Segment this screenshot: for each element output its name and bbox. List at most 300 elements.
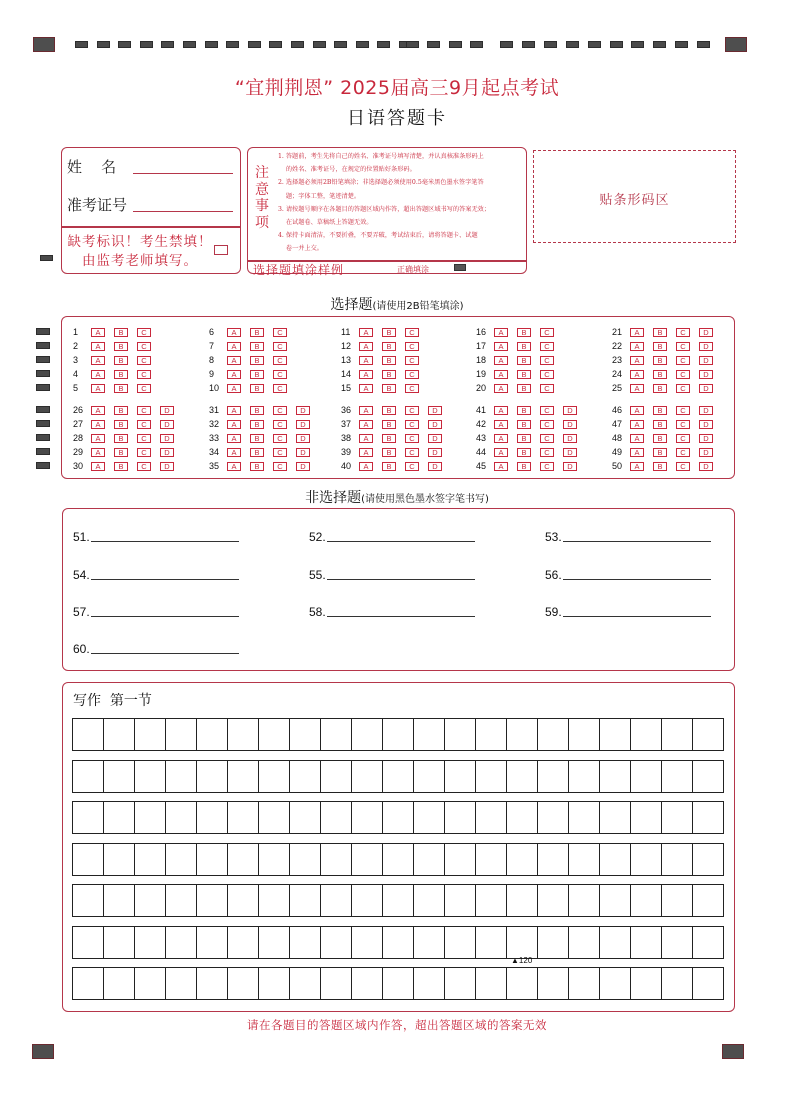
- option-bubble-c[interactable]: C: [273, 448, 287, 457]
- option-bubble-a[interactable]: A: [494, 356, 508, 365]
- option-bubble-c[interactable]: C: [137, 370, 151, 379]
- writing-grid-cell[interactable]: [352, 761, 383, 792]
- option-bubble-b[interactable]: B: [517, 384, 531, 393]
- option-bubble-d[interactable]: D: [699, 370, 713, 379]
- writing-grid-cell[interactable]: [414, 927, 445, 958]
- writing-grid-cell[interactable]: [507, 844, 538, 875]
- writing-grid-cell[interactable]: [321, 719, 352, 750]
- writing-grid-cell[interactable]: [352, 885, 383, 916]
- writing-grid-cell[interactable]: [290, 885, 321, 916]
- option-bubble-b[interactable]: B: [250, 462, 264, 471]
- writing-grid-cell[interactable]: [414, 968, 445, 999]
- option-bubble-a[interactable]: A: [91, 420, 105, 429]
- writing-grid-cell[interactable]: [445, 844, 476, 875]
- option-bubble-d[interactable]: D: [296, 420, 310, 429]
- option-bubble-a[interactable]: A: [227, 434, 241, 443]
- writing-grid-cell[interactable]: [631, 927, 662, 958]
- option-bubble-d[interactable]: D: [699, 406, 713, 415]
- option-bubble-d[interactable]: D: [296, 462, 310, 471]
- option-bubble-c[interactable]: C: [137, 384, 151, 393]
- option-bubble-b[interactable]: B: [653, 434, 667, 443]
- writing-grid-cell[interactable]: [321, 968, 352, 999]
- option-bubble-a[interactable]: A: [494, 370, 508, 379]
- writing-grid-cell[interactable]: [383, 719, 414, 750]
- writing-grid-cell[interactable]: [197, 968, 228, 999]
- writing-grid-cell[interactable]: [104, 844, 135, 875]
- writing-grid-cell[interactable]: [166, 968, 197, 999]
- option-bubble-a[interactable]: A: [91, 342, 105, 351]
- writing-grid-cell[interactable]: [507, 802, 538, 833]
- absent-checkbox[interactable]: [214, 245, 228, 255]
- option-bubble-b[interactable]: B: [653, 356, 667, 365]
- writing-grid-cell[interactable]: [228, 927, 259, 958]
- option-bubble-d[interactable]: D: [699, 448, 713, 457]
- writing-grid-cell[interactable]: [104, 802, 135, 833]
- option-bubble-c[interactable]: C: [676, 370, 690, 379]
- writing-grid-cell[interactable]: [321, 761, 352, 792]
- writing-grid-cell[interactable]: [73, 927, 104, 958]
- writing-grid-cell[interactable]: [662, 719, 693, 750]
- option-bubble-c[interactable]: C: [405, 370, 419, 379]
- writing-grid-cell[interactable]: [166, 761, 197, 792]
- option-bubble-b[interactable]: B: [382, 462, 396, 471]
- option-bubble-b[interactable]: B: [382, 356, 396, 365]
- writing-grid-cell[interactable]: [569, 968, 600, 999]
- option-bubble-a[interactable]: A: [494, 462, 508, 471]
- writing-grid-cell[interactable]: [600, 968, 631, 999]
- option-bubble-a[interactable]: A: [227, 356, 241, 365]
- writing-grid-cell[interactable]: [228, 802, 259, 833]
- writing-grid-cell[interactable]: [445, 802, 476, 833]
- writing-grid-cell[interactable]: [476, 761, 507, 792]
- option-bubble-a[interactable]: A: [227, 384, 241, 393]
- option-bubble-c[interactable]: C: [405, 420, 419, 429]
- writing-grid-cell[interactable]: [569, 761, 600, 792]
- option-bubble-c[interactable]: C: [405, 434, 419, 443]
- option-bubble-b[interactable]: B: [250, 328, 264, 337]
- option-bubble-a[interactable]: A: [359, 328, 373, 337]
- writing-grid-cell[interactable]: [476, 885, 507, 916]
- writing-grid-cell[interactable]: [321, 844, 352, 875]
- option-bubble-b[interactable]: B: [382, 406, 396, 415]
- writing-grid-cell[interactable]: [445, 927, 476, 958]
- option-bubble-c[interactable]: C: [676, 448, 690, 457]
- option-bubble-c[interactable]: C: [676, 384, 690, 393]
- writing-grid-cell[interactable]: [507, 719, 538, 750]
- option-bubble-a[interactable]: A: [630, 384, 644, 393]
- writing-grid-cell[interactable]: [352, 968, 383, 999]
- option-bubble-d[interactable]: D: [699, 342, 713, 351]
- writing-grid-cell[interactable]: [693, 927, 724, 958]
- writing-grid-cell[interactable]: [135, 968, 166, 999]
- writing-grid-cell[interactable]: [321, 927, 352, 958]
- writing-grid-cell[interactable]: [414, 885, 445, 916]
- option-bubble-c[interactable]: C: [273, 462, 287, 471]
- writing-grid-cell[interactable]: [538, 802, 569, 833]
- option-bubble-a[interactable]: A: [630, 462, 644, 471]
- writing-grid-cell[interactable]: [383, 844, 414, 875]
- writing-grid-cell[interactable]: [197, 802, 228, 833]
- option-bubble-c[interactable]: C: [137, 328, 151, 337]
- option-bubble-c[interactable]: C: [405, 342, 419, 351]
- writing-grid-cell[interactable]: [414, 719, 445, 750]
- option-bubble-c[interactable]: C: [273, 420, 287, 429]
- writing-grid-cell[interactable]: [383, 885, 414, 916]
- option-bubble-c[interactable]: C: [273, 342, 287, 351]
- option-bubble-d[interactable]: D: [428, 462, 442, 471]
- option-bubble-b[interactable]: B: [517, 328, 531, 337]
- option-bubble-b[interactable]: B: [517, 462, 531, 471]
- option-bubble-d[interactable]: D: [160, 448, 174, 457]
- answer-line[interactable]: [563, 541, 711, 542]
- option-bubble-a[interactable]: A: [91, 328, 105, 337]
- writing-grid-cell[interactable]: [73, 885, 104, 916]
- option-bubble-c[interactable]: C: [540, 384, 554, 393]
- option-bubble-a[interactable]: A: [227, 448, 241, 457]
- option-bubble-a[interactable]: A: [359, 342, 373, 351]
- option-bubble-b[interactable]: B: [114, 328, 128, 337]
- option-bubble-c[interactable]: C: [405, 406, 419, 415]
- writing-grid-cell[interactable]: [693, 968, 724, 999]
- writing-grid-cell[interactable]: [197, 927, 228, 958]
- option-bubble-d[interactable]: D: [160, 434, 174, 443]
- writing-grid-cell[interactable]: [321, 802, 352, 833]
- writing-grid-cell[interactable]: [166, 885, 197, 916]
- option-bubble-d[interactable]: D: [563, 434, 577, 443]
- option-bubble-b[interactable]: B: [114, 384, 128, 393]
- option-bubble-c[interactable]: C: [137, 448, 151, 457]
- option-bubble-b[interactable]: B: [653, 384, 667, 393]
- writing-grid-cell[interactable]: [569, 719, 600, 750]
- writing-grid-cell[interactable]: [228, 885, 259, 916]
- option-bubble-a[interactable]: A: [359, 420, 373, 429]
- writing-grid-cell[interactable]: [631, 885, 662, 916]
- option-bubble-a[interactable]: A: [91, 406, 105, 415]
- option-bubble-a[interactable]: A: [359, 370, 373, 379]
- option-bubble-c[interactable]: C: [540, 434, 554, 443]
- option-bubble-a[interactable]: A: [494, 434, 508, 443]
- option-bubble-b[interactable]: B: [250, 384, 264, 393]
- option-bubble-a[interactable]: A: [359, 462, 373, 471]
- writing-grid-cell[interactable]: [569, 844, 600, 875]
- writing-grid-cell[interactable]: [228, 968, 259, 999]
- option-bubble-b[interactable]: B: [653, 462, 667, 471]
- writing-grid-cell[interactable]: [135, 927, 166, 958]
- option-bubble-d[interactable]: D: [428, 406, 442, 415]
- writing-grid-cell[interactable]: [445, 885, 476, 916]
- writing-grid-cell[interactable]: [259, 844, 290, 875]
- option-bubble-d[interactable]: D: [563, 406, 577, 415]
- writing-grid-cell[interactable]: [662, 844, 693, 875]
- writing-grid-cell[interactable]: [600, 719, 631, 750]
- writing-grid-cell[interactable]: [662, 968, 693, 999]
- option-bubble-c[interactable]: C: [137, 420, 151, 429]
- option-bubble-b[interactable]: B: [114, 462, 128, 471]
- option-bubble-a[interactable]: A: [494, 384, 508, 393]
- writing-grid-cell[interactable]: [259, 927, 290, 958]
- option-bubble-b[interactable]: B: [517, 356, 531, 365]
- writing-grid-cell[interactable]: [135, 802, 166, 833]
- option-bubble-c[interactable]: C: [273, 406, 287, 415]
- writing-grid-cell[interactable]: [166, 927, 197, 958]
- option-bubble-b[interactable]: B: [382, 384, 396, 393]
- writing-grid-cell[interactable]: [290, 802, 321, 833]
- writing-grid-cell[interactable]: [290, 968, 321, 999]
- option-bubble-d[interactable]: D: [428, 448, 442, 457]
- writing-grid-cell[interactable]: [228, 844, 259, 875]
- option-bubble-c[interactable]: C: [273, 328, 287, 337]
- option-bubble-b[interactable]: B: [114, 370, 128, 379]
- option-bubble-a[interactable]: A: [359, 434, 373, 443]
- writing-grid-cell[interactable]: [538, 844, 569, 875]
- writing-grid-cell[interactable]: [352, 802, 383, 833]
- option-bubble-d[interactable]: D: [160, 462, 174, 471]
- option-bubble-a[interactable]: A: [227, 370, 241, 379]
- writing-grid-cell[interactable]: [383, 761, 414, 792]
- writing-grid-cell[interactable]: [476, 927, 507, 958]
- option-bubble-c[interactable]: C: [540, 462, 554, 471]
- writing-grid-cell[interactable]: [445, 968, 476, 999]
- writing-grid-cell[interactable]: [600, 802, 631, 833]
- option-bubble-c[interactable]: C: [405, 448, 419, 457]
- option-bubble-a[interactable]: A: [630, 448, 644, 457]
- option-bubble-d[interactable]: D: [699, 434, 713, 443]
- answer-line[interactable]: [327, 541, 475, 542]
- option-bubble-d[interactable]: D: [160, 406, 174, 415]
- option-bubble-c[interactable]: C: [540, 342, 554, 351]
- writing-grid-cell[interactable]: [662, 761, 693, 792]
- writing-grid-cell[interactable]: [414, 844, 445, 875]
- writing-grid-cell[interactable]: [383, 927, 414, 958]
- option-bubble-d[interactable]: D: [296, 448, 310, 457]
- writing-grid-cell[interactable]: [197, 885, 228, 916]
- answer-line[interactable]: [91, 616, 239, 617]
- option-bubble-b[interactable]: B: [382, 420, 396, 429]
- option-bubble-b[interactable]: B: [517, 370, 531, 379]
- option-bubble-c[interactable]: C: [540, 370, 554, 379]
- option-bubble-b[interactable]: B: [250, 448, 264, 457]
- option-bubble-a[interactable]: A: [227, 420, 241, 429]
- writing-grid-cell[interactable]: [197, 719, 228, 750]
- writing-grid-cell[interactable]: [104, 968, 135, 999]
- writing-grid-cell[interactable]: [352, 927, 383, 958]
- writing-grid-cell[interactable]: [538, 927, 569, 958]
- option-bubble-b[interactable]: B: [517, 406, 531, 415]
- writing-grid-cell[interactable]: [476, 844, 507, 875]
- option-bubble-d[interactable]: D: [428, 434, 442, 443]
- option-bubble-b[interactable]: B: [653, 328, 667, 337]
- writing-grid-cell[interactable]: [693, 761, 724, 792]
- option-bubble-c[interactable]: C: [137, 356, 151, 365]
- option-bubble-c[interactable]: C: [676, 406, 690, 415]
- option-bubble-b[interactable]: B: [517, 448, 531, 457]
- writing-grid-cell[interactable]: [104, 885, 135, 916]
- option-bubble-c[interactable]: C: [273, 384, 287, 393]
- option-bubble-b[interactable]: B: [114, 356, 128, 365]
- option-bubble-c[interactable]: C: [137, 342, 151, 351]
- option-bubble-c[interactable]: C: [273, 356, 287, 365]
- writing-grid-cell[interactable]: [104, 761, 135, 792]
- option-bubble-a[interactable]: A: [91, 448, 105, 457]
- writing-grid-cell[interactable]: [135, 844, 166, 875]
- option-bubble-b[interactable]: B: [250, 342, 264, 351]
- option-bubble-c[interactable]: C: [540, 448, 554, 457]
- option-bubble-a[interactable]: A: [359, 406, 373, 415]
- option-bubble-b[interactable]: B: [250, 434, 264, 443]
- option-bubble-b[interactable]: B: [114, 448, 128, 457]
- writing-grid-cell[interactable]: [538, 885, 569, 916]
- answer-line[interactable]: [91, 579, 239, 580]
- writing-grid-cell[interactable]: [631, 802, 662, 833]
- option-bubble-c[interactable]: C: [405, 328, 419, 337]
- writing-grid-cell[interactable]: [445, 719, 476, 750]
- option-bubble-a[interactable]: A: [227, 462, 241, 471]
- option-bubble-c[interactable]: C: [405, 356, 419, 365]
- writing-grid-cell[interactable]: [414, 761, 445, 792]
- option-bubble-a[interactable]: A: [494, 420, 508, 429]
- name-field[interactable]: [133, 173, 233, 174]
- writing-grid-cell[interactable]: [476, 719, 507, 750]
- option-bubble-a[interactable]: A: [359, 356, 373, 365]
- answer-line[interactable]: [563, 579, 711, 580]
- writing-grid-cell[interactable]: [445, 761, 476, 792]
- option-bubble-d[interactable]: D: [699, 462, 713, 471]
- option-bubble-b[interactable]: B: [114, 342, 128, 351]
- writing-grid-cell[interactable]: [693, 719, 724, 750]
- writing-grid-cell[interactable]: [259, 885, 290, 916]
- writing-grid-cell[interactable]: [290, 927, 321, 958]
- option-bubble-c[interactable]: C: [676, 342, 690, 351]
- writing-grid-cell[interactable]: [259, 719, 290, 750]
- option-bubble-b[interactable]: B: [517, 420, 531, 429]
- option-bubble-a[interactable]: A: [91, 370, 105, 379]
- writing-grid-cell[interactable]: [600, 885, 631, 916]
- writing-grid-cell[interactable]: [631, 719, 662, 750]
- writing-grid-cell[interactable]: [259, 761, 290, 792]
- writing-grid-cell[interactable]: [693, 844, 724, 875]
- option-bubble-a[interactable]: A: [494, 328, 508, 337]
- writing-grid-cell[interactable]: [631, 761, 662, 792]
- writing-grid-cell[interactable]: [135, 761, 166, 792]
- option-bubble-a[interactable]: A: [494, 342, 508, 351]
- option-bubble-a[interactable]: A: [359, 448, 373, 457]
- option-bubble-a[interactable]: A: [494, 448, 508, 457]
- option-bubble-a[interactable]: A: [227, 342, 241, 351]
- option-bubble-a[interactable]: A: [630, 328, 644, 337]
- writing-grid-cell[interactable]: [507, 885, 538, 916]
- writing-grid-cell[interactable]: [631, 968, 662, 999]
- option-bubble-c[interactable]: C: [405, 462, 419, 471]
- option-bubble-a[interactable]: A: [630, 434, 644, 443]
- option-bubble-b[interactable]: B: [382, 342, 396, 351]
- writing-grid-cell[interactable]: [228, 761, 259, 792]
- writing-grid-cell[interactable]: [321, 885, 352, 916]
- option-bubble-b[interactable]: B: [382, 448, 396, 457]
- option-bubble-b[interactable]: B: [653, 342, 667, 351]
- option-bubble-c[interactable]: C: [540, 328, 554, 337]
- option-bubble-d[interactable]: D: [160, 420, 174, 429]
- option-bubble-c[interactable]: C: [676, 328, 690, 337]
- option-bubble-c[interactable]: C: [676, 356, 690, 365]
- option-bubble-c[interactable]: C: [540, 406, 554, 415]
- option-bubble-b[interactable]: B: [114, 434, 128, 443]
- writing-grid-cell[interactable]: [538, 968, 569, 999]
- option-bubble-c[interactable]: C: [405, 384, 419, 393]
- option-bubble-c[interactable]: C: [676, 420, 690, 429]
- option-bubble-b[interactable]: B: [382, 370, 396, 379]
- option-bubble-b[interactable]: B: [517, 434, 531, 443]
- writing-grid-cell[interactable]: [693, 802, 724, 833]
- writing-grid-cell[interactable]: [507, 927, 538, 958]
- option-bubble-b[interactable]: B: [382, 328, 396, 337]
- option-bubble-a[interactable]: A: [630, 406, 644, 415]
- writing-grid-cell[interactable]: [197, 761, 228, 792]
- writing-grid-cell[interactable]: [507, 761, 538, 792]
- writing-grid-cell[interactable]: [414, 802, 445, 833]
- option-bubble-a[interactable]: A: [91, 434, 105, 443]
- option-bubble-a[interactable]: A: [227, 406, 241, 415]
- writing-grid-cell[interactable]: [538, 719, 569, 750]
- option-bubble-c[interactable]: C: [676, 434, 690, 443]
- writing-grid-cell[interactable]: [166, 719, 197, 750]
- option-bubble-d[interactable]: D: [699, 384, 713, 393]
- option-bubble-a[interactable]: A: [91, 384, 105, 393]
- writing-grid-cell[interactable]: [290, 844, 321, 875]
- writing-grid-cell[interactable]: [383, 968, 414, 999]
- writing-grid-cell[interactable]: [197, 844, 228, 875]
- option-bubble-a[interactable]: A: [91, 356, 105, 365]
- writing-grid-cell[interactable]: [662, 885, 693, 916]
- option-bubble-b[interactable]: B: [653, 370, 667, 379]
- option-bubble-d[interactable]: D: [296, 406, 310, 415]
- answer-line[interactable]: [563, 616, 711, 617]
- writing-grid-cell[interactable]: [135, 719, 166, 750]
- option-bubble-d[interactable]: D: [699, 356, 713, 365]
- option-bubble-a[interactable]: A: [630, 356, 644, 365]
- writing-grid-cell[interactable]: [73, 968, 104, 999]
- option-bubble-b[interactable]: B: [114, 420, 128, 429]
- option-bubble-a[interactable]: A: [91, 462, 105, 471]
- option-bubble-a[interactable]: A: [630, 342, 644, 351]
- option-bubble-b[interactable]: B: [250, 356, 264, 365]
- writing-grid-cell[interactable]: [166, 802, 197, 833]
- exam-id-field[interactable]: [133, 211, 233, 212]
- writing-grid-cell[interactable]: [569, 802, 600, 833]
- option-bubble-c[interactable]: C: [273, 370, 287, 379]
- writing-grid-cell[interactable]: [693, 885, 724, 916]
- option-bubble-b[interactable]: B: [250, 406, 264, 415]
- option-bubble-a[interactable]: A: [359, 384, 373, 393]
- writing-grid-cell[interactable]: [662, 802, 693, 833]
- writing-grid-cell[interactable]: [259, 802, 290, 833]
- option-bubble-c[interactable]: C: [540, 356, 554, 365]
- option-bubble-d[interactable]: D: [296, 434, 310, 443]
- writing-grid-cell[interactable]: [73, 844, 104, 875]
- option-bubble-a[interactable]: A: [494, 406, 508, 415]
- option-bubble-b[interactable]: B: [517, 342, 531, 351]
- option-bubble-b[interactable]: B: [382, 434, 396, 443]
- writing-grid-cell[interactable]: [600, 927, 631, 958]
- writing-grid-cell[interactable]: [104, 719, 135, 750]
- writing-grid-cell[interactable]: [569, 927, 600, 958]
- writing-grid-cell[interactable]: [73, 802, 104, 833]
- writing-grid-cell[interactable]: [104, 927, 135, 958]
- answer-line[interactable]: [327, 579, 475, 580]
- option-bubble-a[interactable]: A: [227, 328, 241, 337]
- option-bubble-b[interactable]: B: [653, 448, 667, 457]
- writing-grid-cell[interactable]: [259, 968, 290, 999]
- writing-grid-cell[interactable]: [569, 885, 600, 916]
